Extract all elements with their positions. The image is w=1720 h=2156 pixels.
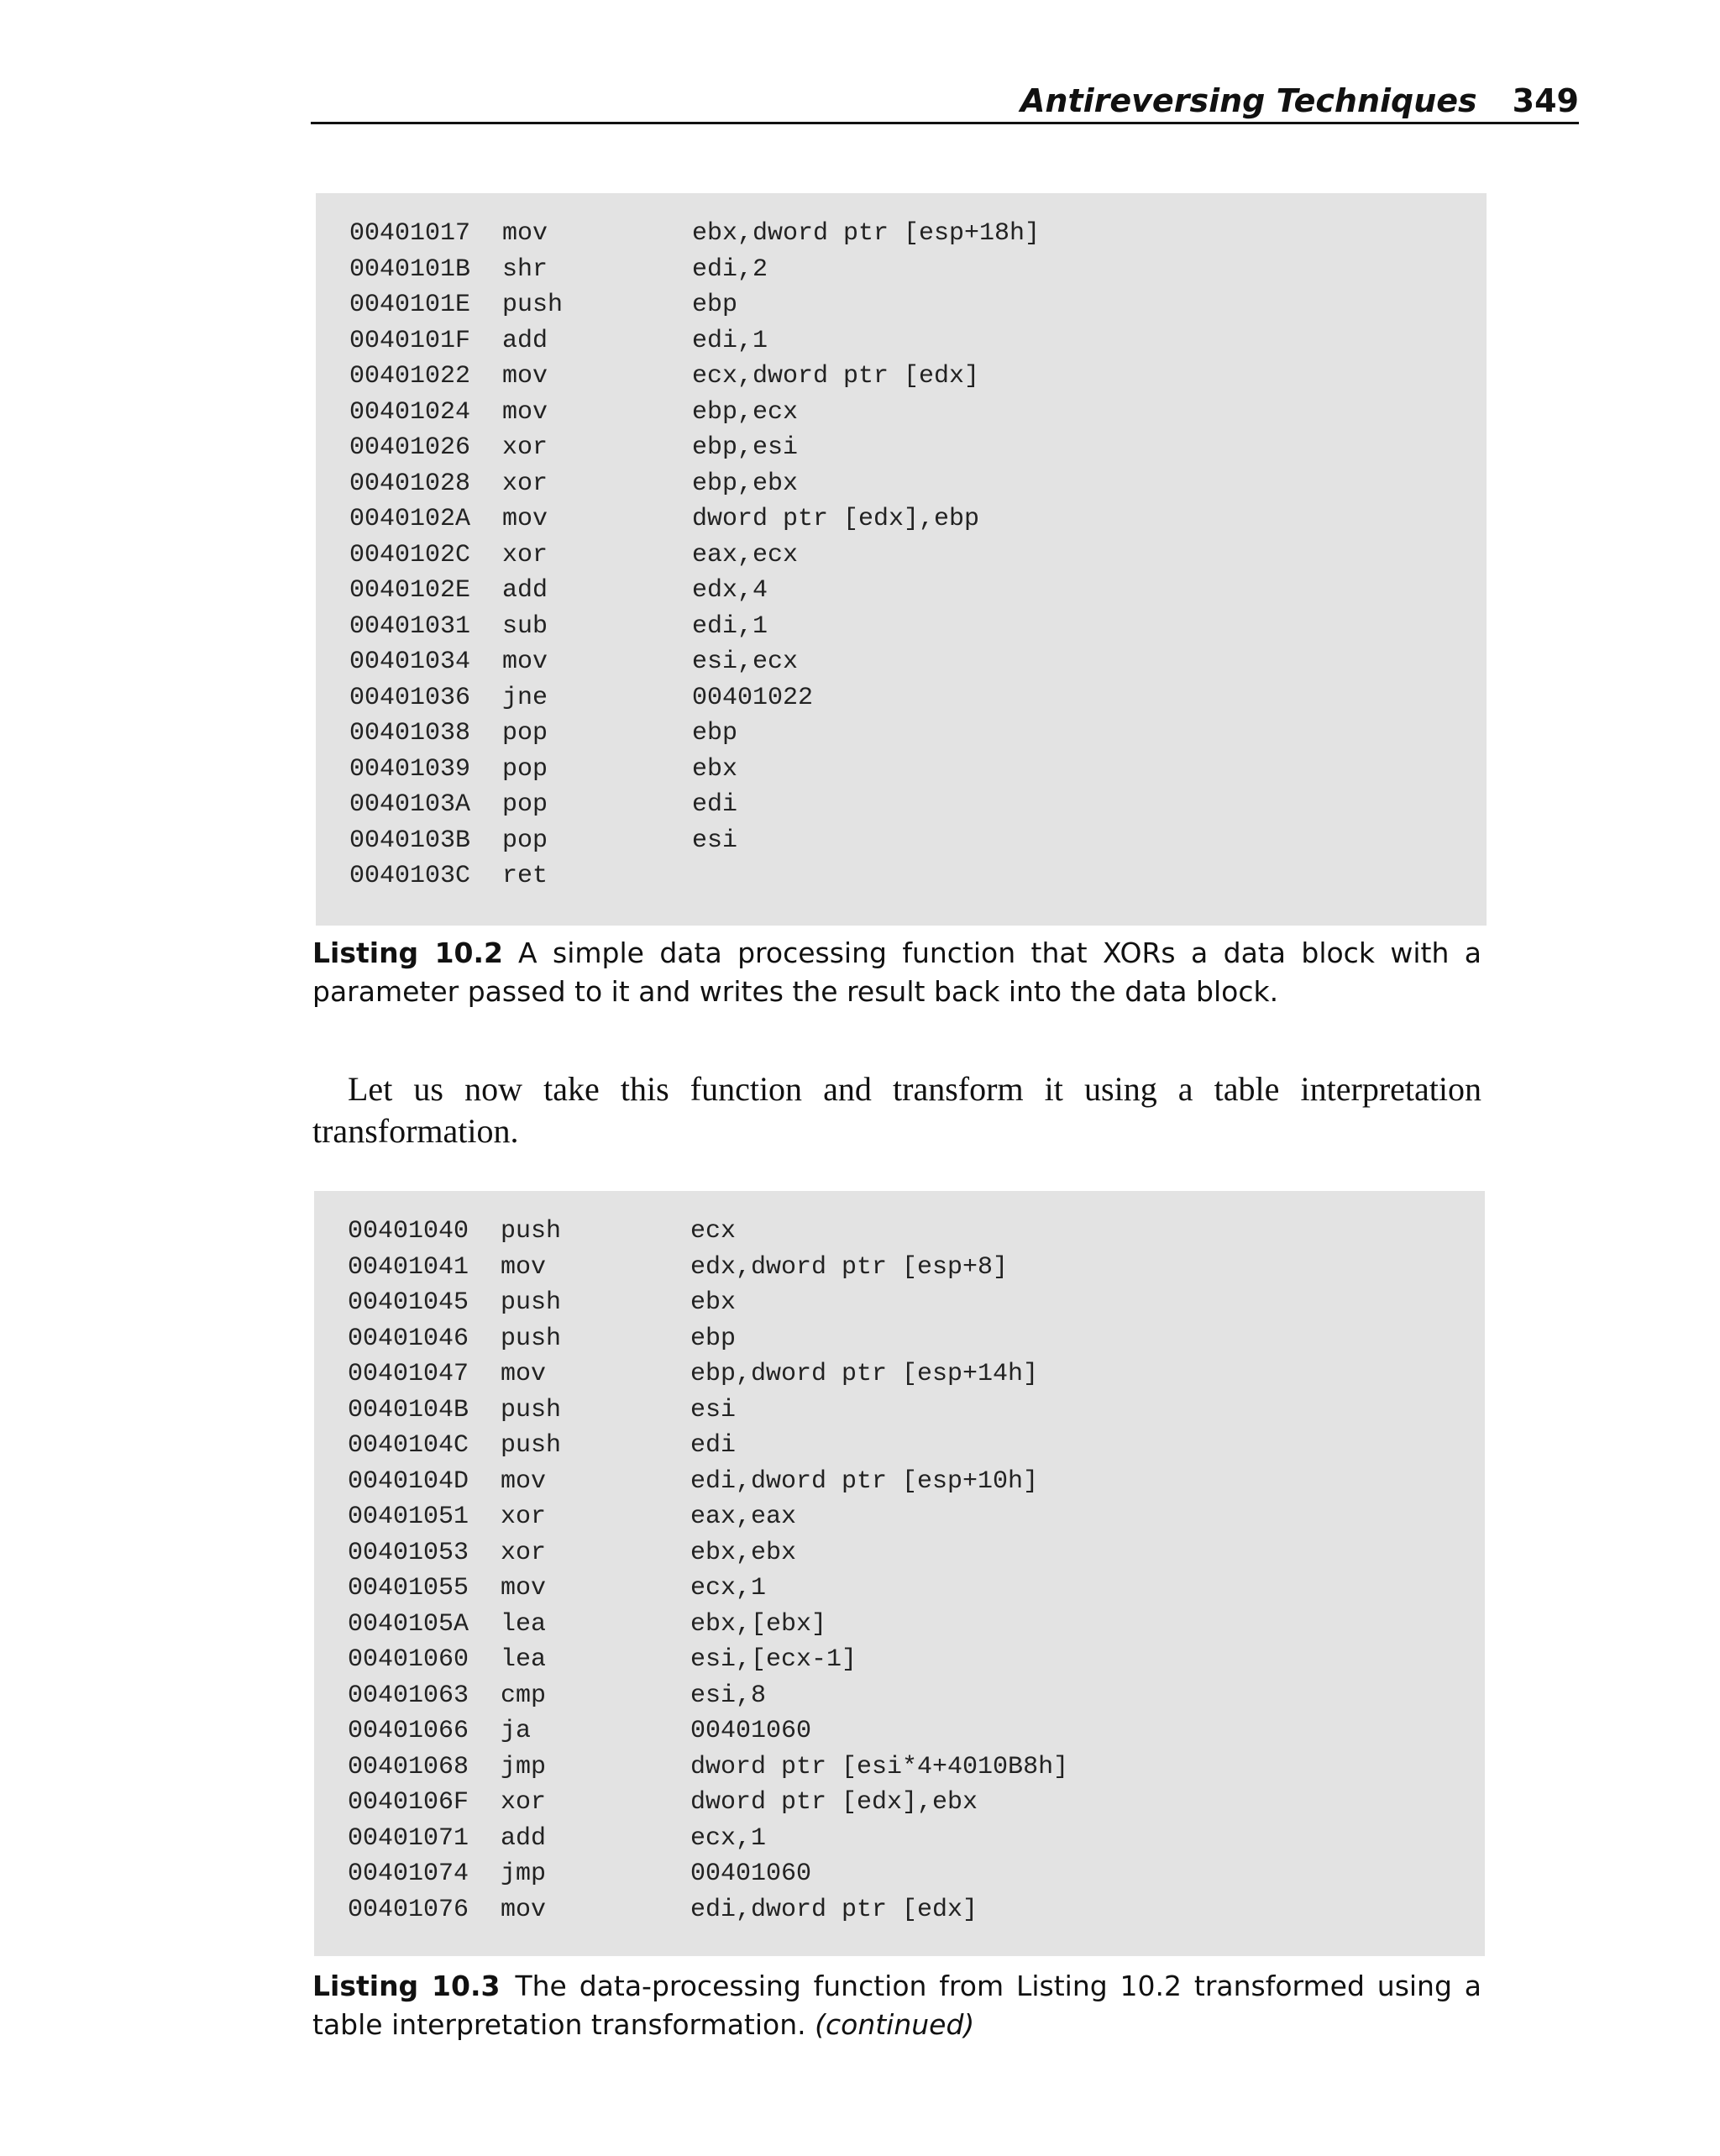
code-operands: ecx,1 (690, 1574, 767, 1603)
code-mnemonic: push (501, 1217, 562, 1246)
code-operands: esi,8 (690, 1681, 767, 1710)
code-mnemonic: mov (501, 1574, 547, 1603)
code-address: 00401026 (349, 433, 471, 462)
code-mnemonic: xor (502, 433, 548, 462)
code-mnemonic: push (501, 1431, 562, 1460)
code-line (314, 1749, 1485, 1786)
code-mnemonic: add (502, 576, 548, 605)
code-address: 0040104C (348, 1431, 469, 1460)
listing-caption-10-2 (312, 934, 1481, 1011)
code-address: 00401071 (348, 1823, 469, 1853)
code-line (316, 359, 1487, 395)
code-line (316, 287, 1487, 323)
code-operands: edi,dword ptr [edx] (690, 1895, 978, 1924)
code-operands: ebx,ebx (690, 1538, 797, 1567)
code-mnemonic: ret (502, 862, 548, 890)
code-address: 00401053 (348, 1538, 469, 1567)
code-line (314, 1607, 1485, 1643)
code-line (316, 323, 1487, 359)
code-address: 0040102A (349, 505, 471, 533)
code-operands: dword ptr [edx],ebp (692, 505, 980, 533)
code-mnemonic: ja (501, 1717, 532, 1745)
code-address: 00401068 (348, 1752, 469, 1781)
running-header (311, 77, 1579, 124)
code-address: 00401031 (349, 611, 471, 641)
code-line (314, 1571, 1485, 1607)
code-mnemonic: mov (502, 648, 548, 676)
code-mnemonic: mov (502, 362, 548, 391)
code-address: 00401022 (349, 362, 471, 391)
code-mnemonic: jne (502, 683, 548, 712)
code-mnemonic: pop (502, 826, 548, 855)
code-operands: ecx,dword ptr [edx] (692, 362, 980, 391)
code-mnemonic: push (501, 1324, 562, 1353)
code-address: 00401028 (349, 469, 471, 498)
code-address: 00401041 (348, 1252, 469, 1282)
caption-text: A simple data processing function that XORs a data block with a parameter passed to it and writes the result back into the data block. (312, 936, 1481, 1008)
code-line (316, 573, 1487, 609)
code-line (314, 1356, 1485, 1393)
code-mnemonic: shr (502, 254, 548, 284)
code-mnemonic: add (502, 326, 548, 355)
code-operands: ebx (692, 754, 738, 784)
code-mnemonic: pop (502, 790, 548, 819)
code-address: 00401046 (348, 1324, 469, 1353)
code-address: 0040102E (349, 576, 471, 605)
code-mnemonic: jmp (501, 1860, 547, 1888)
code-line (314, 1250, 1485, 1286)
code-address: 0040104D (348, 1466, 469, 1496)
body-paragraph: Let us now take this function and transform it using a table interpretation transformation. (312, 1070, 1481, 1150)
code-address: 0040103B (349, 826, 471, 855)
code-mnemonic: mov (501, 1360, 547, 1388)
code-mnemonic: xor (502, 540, 548, 569)
code-address: 0040103A (349, 790, 471, 819)
code-operands: ecx,1 (690, 1823, 767, 1853)
code-listing-10-2 (316, 193, 1487, 926)
code-line (316, 395, 1487, 431)
code-mnemonic: cmp (501, 1681, 547, 1710)
code-mnemonic: pop (502, 719, 548, 748)
code-line (314, 1285, 1485, 1321)
code-mnemonic: mov (502, 505, 548, 533)
code-line (314, 1535, 1485, 1571)
code-address: 0040101B (349, 254, 471, 284)
code-line (314, 1428, 1485, 1464)
code-address: 00401039 (349, 754, 471, 784)
caption-text: The data-processing function from Listing 10.2 transformed using a table interpretation transformation. (312, 1970, 1481, 2041)
code-address: 0040101F (349, 326, 471, 355)
code-operands: esi,ecx (692, 648, 799, 676)
code-line (314, 1713, 1485, 1749)
listing-caption-10-3 (312, 1967, 1481, 2044)
code-mnemonic: xor (501, 1538, 547, 1567)
code-address: 0040106F (348, 1788, 469, 1817)
code-line (316, 538, 1487, 574)
code-operands: ebp,ecx (692, 397, 799, 427)
code-address: 00401024 (349, 397, 471, 427)
code-mnemonic: mov (501, 1895, 547, 1924)
code-line (314, 1321, 1485, 1357)
caption-label: Listing 10.3 (312, 1970, 501, 2002)
code-operands: edi,2 (692, 254, 768, 284)
caption-continued: (continued) (815, 2008, 975, 2041)
code-operands: edi,dword ptr [esp+10h] (690, 1466, 1039, 1496)
code-mnemonic: mov (502, 397, 548, 427)
code-mnemonic: lea (501, 1645, 547, 1674)
code-address: 00401038 (349, 719, 471, 748)
code-operands: 00401060 (690, 1717, 812, 1745)
code-line (314, 1214, 1485, 1250)
code-address: 00401060 (348, 1645, 469, 1674)
code-line (316, 787, 1487, 823)
code-line (314, 1892, 1485, 1928)
code-line (316, 858, 1487, 894)
code-operands: dword ptr [edx],ebx (690, 1788, 978, 1817)
code-mnemonic: xor (501, 1503, 547, 1531)
code-line (316, 430, 1487, 466)
code-line (316, 752, 1487, 788)
code-mnemonic: jmp (501, 1752, 547, 1781)
code-operands: edi (692, 790, 738, 819)
code-operands: edi,1 (692, 611, 768, 641)
code-operands: ebx,[ebx] (690, 1609, 827, 1639)
code-address: 00401074 (348, 1860, 469, 1888)
code-line (316, 216, 1487, 252)
code-operands: edi (690, 1431, 737, 1460)
code-mnemonic: lea (501, 1609, 547, 1639)
code-line (316, 252, 1487, 288)
code-operands: ebx (690, 1288, 737, 1317)
code-address: 00401051 (348, 1503, 469, 1531)
code-mnemonic: xor (501, 1788, 547, 1817)
code-line (316, 716, 1487, 752)
code-operands: esi (690, 1395, 737, 1424)
code-mnemonic: mov (501, 1252, 547, 1282)
code-operands: ebp (690, 1324, 737, 1353)
code-mnemonic: mov (501, 1466, 547, 1496)
code-line (316, 466, 1487, 502)
caption-label: Listing 10.2 (312, 936, 504, 969)
code-operands: ebp (692, 291, 738, 319)
code-operands: ebp,esi (692, 433, 799, 462)
code-address: 0040102C (349, 540, 471, 569)
code-operands: eax,eax (690, 1503, 797, 1531)
code-mnemonic: add (501, 1823, 547, 1853)
code-address: 00401066 (348, 1717, 469, 1745)
page-number: 349 (1512, 82, 1579, 119)
code-line (314, 1856, 1485, 1892)
code-operands: dword ptr [esi*4+4010B8h] (690, 1752, 1069, 1781)
code-operands: edx,4 (692, 576, 768, 605)
code-operands: ecx (690, 1217, 737, 1246)
code-line (316, 823, 1487, 859)
code-line (316, 644, 1487, 680)
code-line (314, 1785, 1485, 1821)
code-operands: eax,ecx (692, 540, 799, 569)
code-operands: ebp,dword ptr [esp+14h] (690, 1360, 1039, 1388)
code-address: 00401036 (349, 683, 471, 712)
code-operands: edx,dword ptr [esp+8] (690, 1252, 1009, 1282)
code-address: 00401017 (349, 219, 471, 248)
code-operands: ebp,ebx (692, 469, 799, 498)
chapter-title: Antireversing Techniques (1020, 82, 1477, 119)
code-mnemonic: push (501, 1395, 562, 1424)
code-address: 00401055 (348, 1574, 469, 1603)
code-mnemonic: pop (502, 754, 548, 784)
code-operands: edi,1 (692, 326, 768, 355)
code-address: 00401047 (348, 1360, 469, 1388)
code-line (316, 609, 1487, 645)
code-operands: esi (692, 826, 738, 855)
code-operands: ebp (692, 719, 738, 748)
code-address: 00401076 (348, 1895, 469, 1924)
code-address: 00401040 (348, 1217, 469, 1246)
code-address: 0040103C (349, 862, 471, 890)
code-line (314, 1642, 1485, 1678)
code-listing-10-3 (314, 1191, 1485, 1956)
code-address: 0040101E (349, 291, 471, 319)
code-mnemonic: mov (502, 219, 548, 248)
code-mnemonic: push (501, 1288, 562, 1317)
code-address: 0040104B (348, 1395, 469, 1424)
code-line (314, 1464, 1485, 1500)
code-operands: ebx,dword ptr [esp+18h] (692, 219, 1041, 248)
code-line (314, 1678, 1485, 1714)
code-line (316, 501, 1487, 538)
code-mnemonic: sub (502, 611, 548, 641)
code-line (314, 1393, 1485, 1429)
code-line (316, 680, 1487, 716)
code-operands: esi,[ecx-1] (690, 1645, 857, 1674)
code-mnemonic: xor (502, 469, 548, 498)
code-line (314, 1821, 1485, 1857)
code-address: 00401063 (348, 1681, 469, 1710)
code-operands: 00401022 (692, 683, 814, 712)
code-address: 00401045 (348, 1288, 469, 1317)
code-mnemonic: push (502, 291, 564, 319)
code-operands: 00401060 (690, 1860, 812, 1888)
code-address: 00401034 (349, 648, 471, 676)
code-line (314, 1499, 1485, 1535)
code-address: 0040105A (348, 1609, 469, 1639)
